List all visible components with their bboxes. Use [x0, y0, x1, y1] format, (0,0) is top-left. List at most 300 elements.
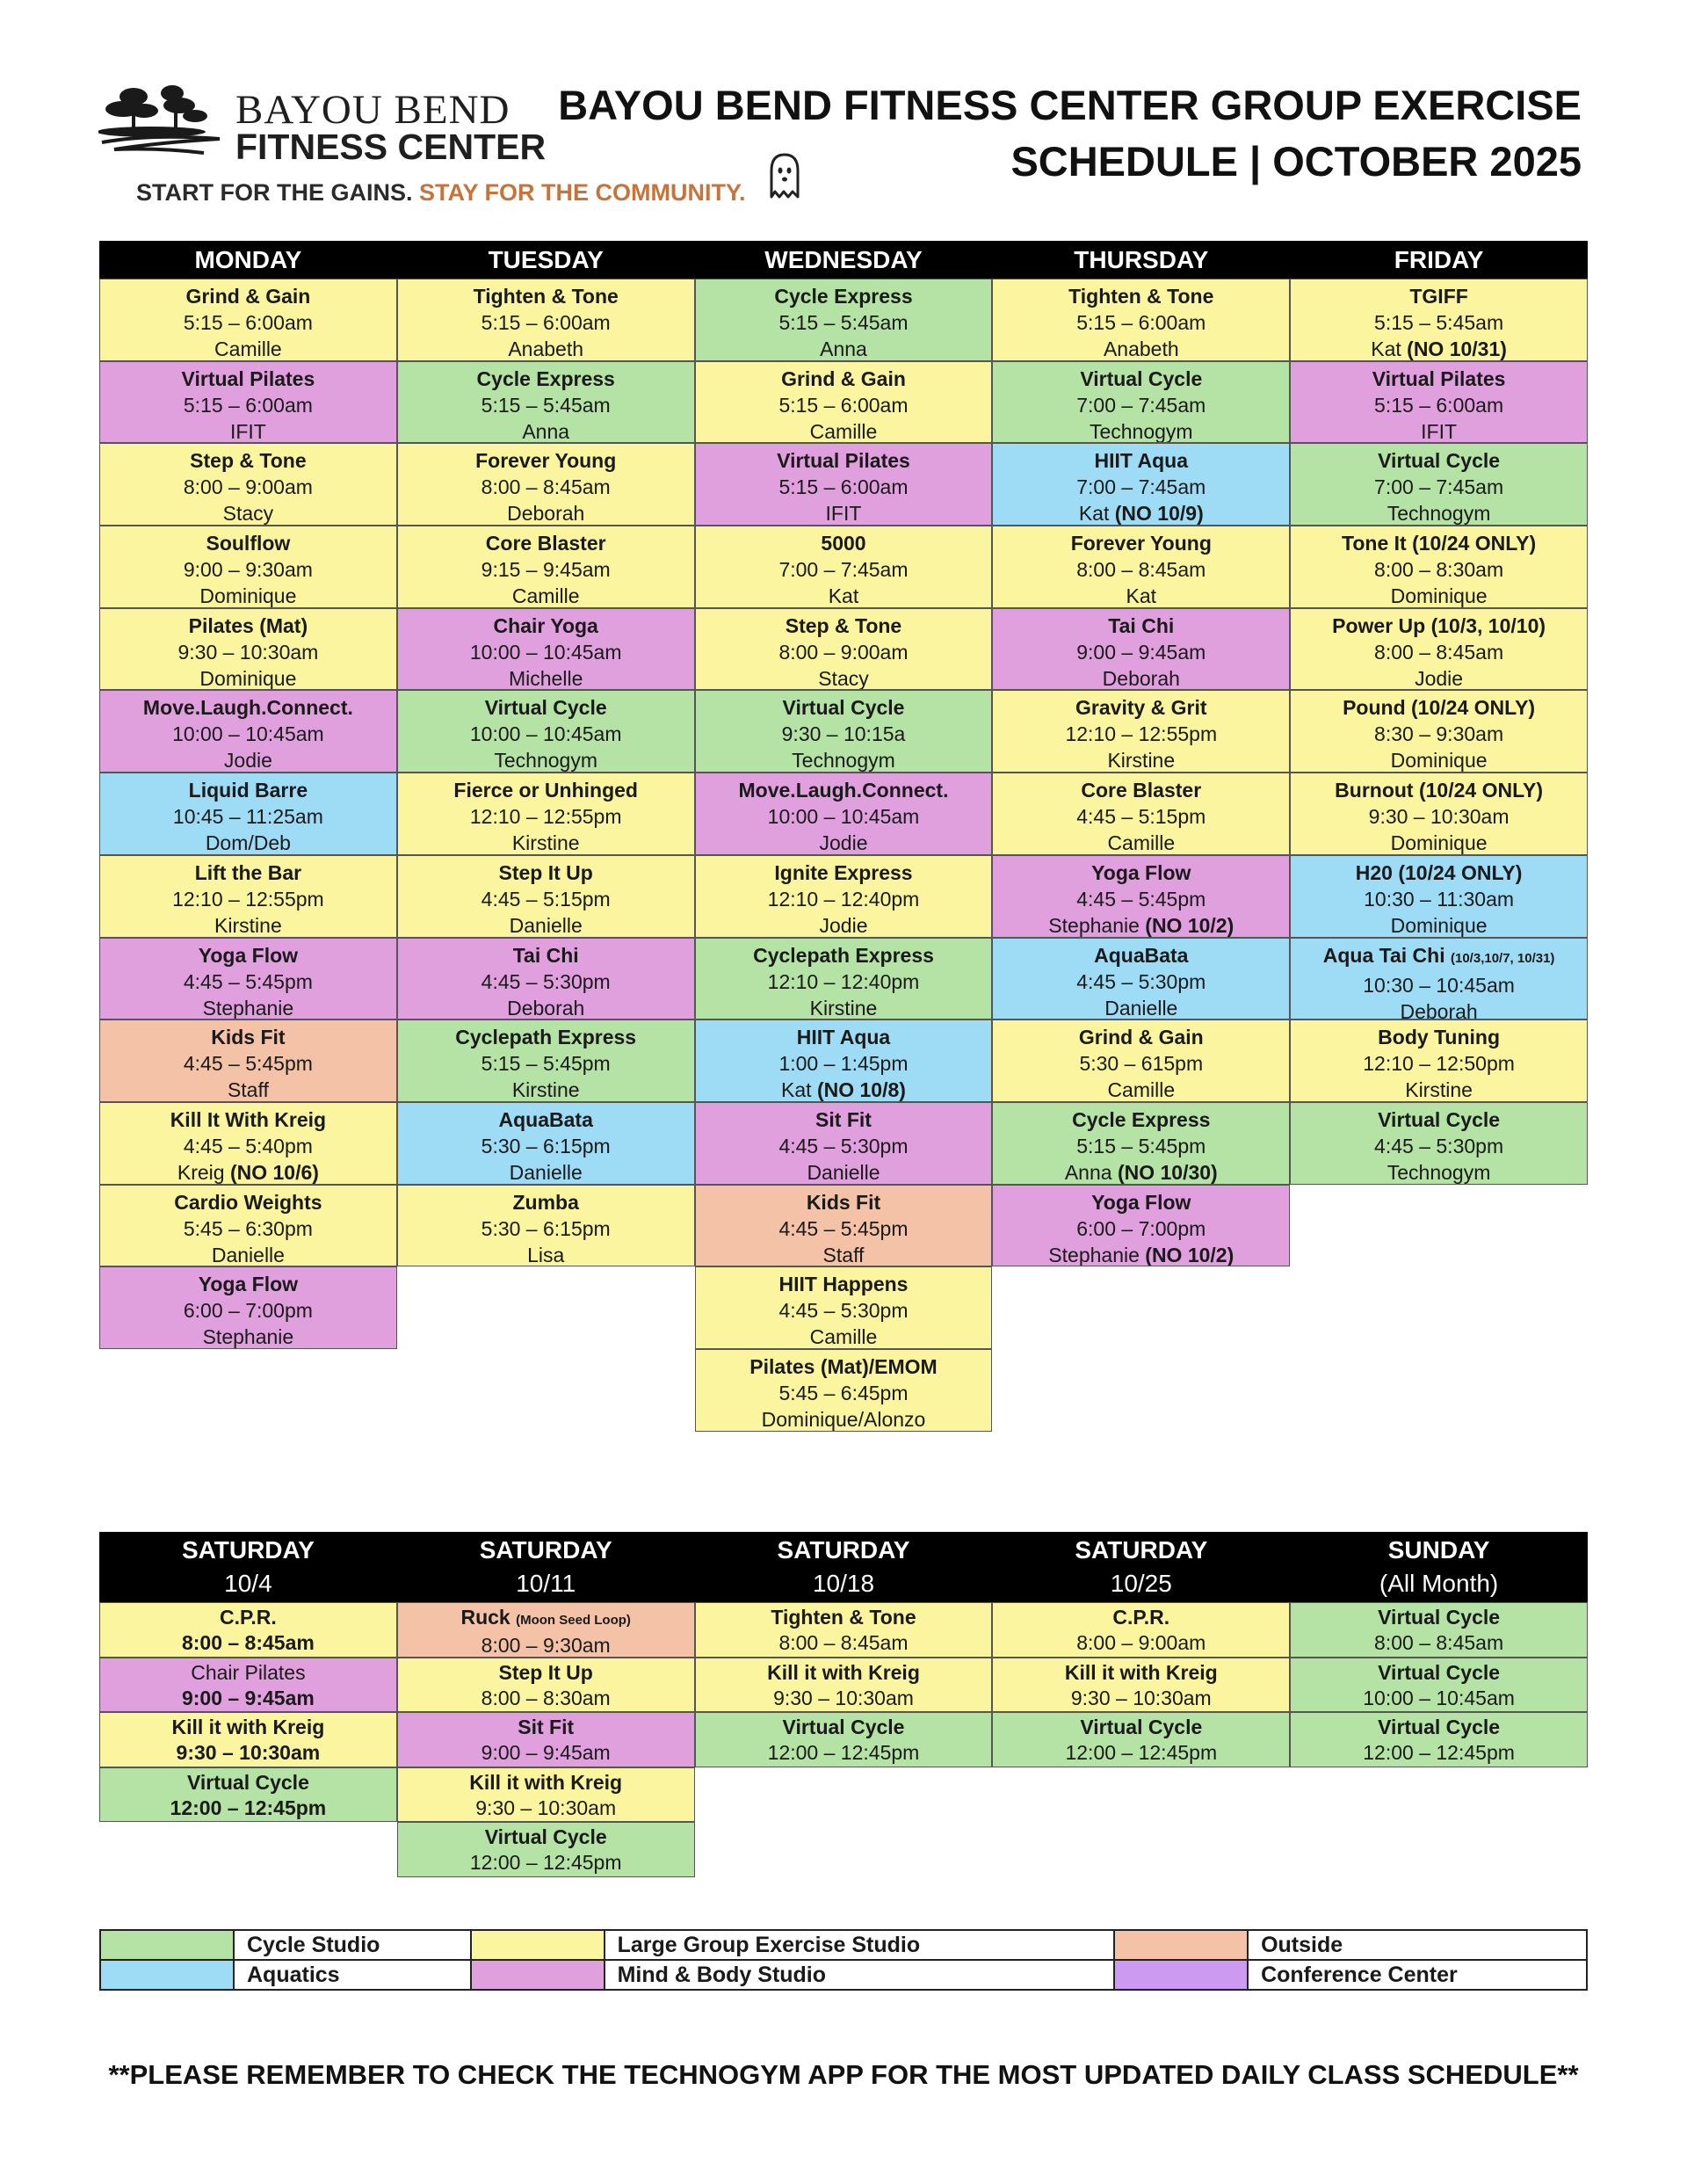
class-cell[interactable] — [99, 443, 397, 526]
class-name — [100, 366, 396, 392]
class-name-text: Yoga Flow — [1091, 1190, 1191, 1214]
class-time: 9:30 – 10:30am — [773, 1686, 914, 1709]
class-name-text: Pound (10/24 ONLY) — [1343, 696, 1536, 720]
class-time: 4:45 – 5:40pm — [183, 1134, 313, 1157]
class-time: 5:30 – 615pm — [1079, 1052, 1204, 1076]
class-cell[interactable] — [1290, 526, 1588, 608]
class-cell[interactable] — [695, 690, 993, 773]
class-time: 8:00 – 8:45am — [481, 475, 611, 499]
class-cell[interactable] — [1290, 361, 1588, 444]
class-cell[interactable] — [695, 608, 993, 691]
class-time: 7:00 – 7:45am — [1076, 393, 1206, 417]
class-instructor — [398, 418, 694, 444]
class-name — [100, 1107, 396, 1133]
class-instructor — [100, 1077, 396, 1102]
class-name — [1291, 1715, 1587, 1740]
instructor-name: Deborah — [1102, 666, 1180, 690]
class-instructor — [696, 830, 992, 855]
class-cell[interactable] — [695, 1019, 993, 1102]
class-cell[interactable] — [1290, 1712, 1588, 1767]
class-time: 9:30 – 10:30am — [1368, 805, 1510, 829]
legend-swatch-outside — [1114, 1930, 1248, 1960]
instructor-name: IFIT — [229, 419, 266, 443]
class-cell[interactable] — [1290, 1602, 1588, 1658]
class-name-text: Chair Yoga — [493, 613, 598, 637]
class-instructor — [100, 1242, 396, 1267]
class-name-text: Virtual Cycle — [1378, 1107, 1501, 1131]
class-time: 9:30 – 10:30am — [176, 1741, 321, 1764]
class-time: 10:00 – 10:45am — [767, 805, 920, 829]
class-dates: (10/3,10/7, 10/31) — [1451, 950, 1555, 966]
class-name-text: AquaBata — [1094, 943, 1189, 967]
class-name-text: Step & Tone — [785, 613, 902, 637]
class-cell[interactable] — [397, 1602, 695, 1658]
class-cell[interactable] — [695, 855, 993, 938]
class-cell[interactable] — [99, 279, 397, 361]
class-instructor — [696, 912, 992, 938]
class-name-text: Grind & Gain — [781, 366, 906, 390]
class-name-text: Virtual Pilates — [777, 449, 910, 473]
class-cell[interactable] — [99, 608, 397, 691]
class-cell[interactable] — [397, 855, 695, 938]
weekend-date: 10/4 — [224, 1570, 272, 1597]
class-cell[interactable] — [397, 1658, 695, 1713]
class-instructor — [398, 500, 694, 526]
instructor-name: Jodie — [819, 831, 868, 855]
day-header: FRIDAY — [1290, 241, 1588, 279]
class-name-text: Chair Pilates — [191, 1660, 306, 1684]
weekend-day: SATURDAY — [1075, 1536, 1208, 1564]
instructor-name: Anabeth — [508, 337, 584, 360]
class-name-text: Ruck — [460, 1606, 517, 1629]
class-cell[interactable] — [695, 1602, 993, 1658]
instructor-name: Kreig — [177, 1160, 230, 1184]
class-exception-note: (NO 10/30) — [1117, 1160, 1218, 1184]
class-cell[interactable] — [992, 279, 1290, 361]
class-cell[interactable] — [397, 443, 695, 526]
class-time: 8:00 – 8:30am — [1374, 558, 1504, 582]
class-name — [993, 1024, 1289, 1050]
instructor-name: IFIT — [1421, 419, 1458, 443]
class-name — [100, 1605, 396, 1630]
class-name-text: Pilates (Mat)/EMOM — [749, 1354, 938, 1378]
class-cell[interactable] — [695, 361, 993, 444]
class-time: 12:00 – 12:45pm — [767, 1741, 920, 1764]
class-name — [398, 530, 694, 556]
class-time: 9:30 – 10:30am — [177, 640, 319, 664]
class-name — [100, 1715, 396, 1740]
class-instructor — [993, 500, 1289, 526]
class-name — [100, 1024, 396, 1050]
class-time: 12:00 – 12:45pm — [170, 1796, 327, 1819]
instructor-name: Staff — [227, 1078, 269, 1102]
class-instructor — [100, 583, 396, 608]
instructor-name: Technogym — [494, 749, 597, 773]
class-name-text: Yoga Flow — [198, 943, 299, 967]
class-time: 10:00 – 10:45am — [469, 722, 622, 746]
class-time: 6:00 – 7:00pm — [183, 1299, 313, 1323]
instructor-name: IFIT — [825, 502, 862, 526]
class-instructor — [696, 747, 992, 773]
class-cell[interactable] — [992, 1658, 1290, 1713]
class-name — [100, 530, 396, 556]
instructor-name: Camille — [809, 1325, 878, 1349]
class-name-text: Tighten & Tone — [473, 285, 619, 308]
class-cell[interactable] — [397, 773, 695, 855]
class-time: 12:00 – 12:45pm — [469, 1851, 622, 1874]
legend-label: Outside — [1248, 1930, 1587, 1960]
class-name-text: Aqua Tai Chi — [1322, 943, 1451, 967]
class-time: 4:45 – 5:45pm — [183, 1052, 313, 1076]
class-name — [993, 777, 1289, 803]
class-time: 8:00 – 8:45am — [778, 1631, 909, 1654]
class-time: 9:00 – 9:45am — [181, 1686, 315, 1709]
class-time: 5:15 – 5:45am — [481, 393, 611, 417]
instructor-name: Michelle — [509, 666, 583, 690]
class-name — [993, 447, 1289, 474]
weekday-schedule — [99, 241, 1588, 1432]
class-instructor — [100, 1324, 396, 1349]
class-cell[interactable] — [1290, 279, 1588, 361]
instructor-name: Anna — [820, 337, 867, 360]
class-name — [696, 366, 992, 392]
instructor-name: Lisa — [527, 1243, 565, 1266]
class-cell[interactable] — [992, 361, 1290, 444]
class-cell[interactable] — [695, 526, 993, 608]
class-instructor — [993, 665, 1289, 691]
class-time: 10:30 – 10:45am — [1363, 973, 1515, 997]
class-name — [100, 694, 396, 721]
class-cell[interactable] — [992, 443, 1290, 526]
class-name — [1291, 530, 1587, 556]
class-cell[interactable] — [397, 1185, 695, 1267]
class-instructor — [100, 336, 396, 361]
class-cell[interactable] — [1290, 690, 1588, 773]
class-cell[interactable] — [99, 1019, 397, 1102]
day-column-monday — [99, 241, 397, 1432]
class-cell[interactable] — [397, 938, 695, 1020]
class-name — [993, 694, 1289, 721]
class-cell[interactable] — [397, 1822, 695, 1877]
instructor-name: Camille — [511, 584, 580, 608]
class-instructor — [398, 1159, 694, 1185]
instructor-name: Stephanie — [202, 1325, 294, 1349]
instructor-name: Deborah — [507, 996, 585, 1019]
class-cell[interactable] — [397, 279, 695, 361]
class-time: 12:10 – 12:55pm — [469, 805, 622, 829]
instructor-name: Kat — [1078, 502, 1115, 526]
class-time: 5:15 – 5:45pm — [481, 1052, 611, 1076]
class-cell[interactable] — [397, 1767, 695, 1823]
class-cell[interactable] — [695, 938, 993, 1020]
class-name — [1291, 1660, 1587, 1686]
class-cell[interactable] — [695, 1266, 993, 1349]
class-cell[interactable] — [397, 361, 695, 444]
class-cell[interactable] — [397, 1102, 695, 1185]
class-name — [1291, 777, 1587, 803]
class-cell[interactable] — [992, 855, 1290, 938]
class-name-text: Tighten & Tone — [771, 1606, 916, 1629]
class-name — [398, 860, 694, 886]
class-cell[interactable] — [992, 690, 1290, 773]
class-time: 10:30 – 11:30am — [1364, 887, 1515, 911]
class-name-text: AquaBata — [498, 1107, 593, 1131]
weekend-header — [397, 1532, 695, 1602]
class-cell[interactable] — [992, 608, 1290, 691]
class-cell[interactable] — [695, 1185, 993, 1267]
class-time: 5:15 – 6:00am — [183, 311, 313, 334]
class-cell[interactable] — [695, 1349, 993, 1432]
class-name — [696, 283, 992, 309]
class-cell[interactable] — [1290, 938, 1588, 1020]
class-time: 5:15 – 5:45am — [1374, 311, 1504, 334]
instructor-name: Kirstine — [511, 831, 580, 855]
class-instructor — [1291, 830, 1587, 855]
class-cell[interactable] — [992, 1102, 1290, 1185]
footer-notice: **PLEASE REMEMBER TO CHECK THE TECHNOGYM APP FOR THE MOST UPDATED DAILY CLASS SCHEDULE** — [108, 2059, 1579, 2090]
class-name — [993, 1715, 1289, 1740]
class-instructor — [993, 1242, 1289, 1267]
class-time: 7:00 – 7:45am — [1374, 475, 1504, 499]
class-cell[interactable] — [1290, 855, 1588, 938]
class-name-text: Soulflow — [206, 532, 291, 555]
class-name-text: Step It Up — [498, 1660, 593, 1684]
instructor-name: Stephanie — [1048, 1243, 1146, 1266]
class-cell[interactable] — [99, 1102, 397, 1185]
weekend-day: SATURDAY — [777, 1536, 910, 1564]
instructor-name: Anna — [1064, 1160, 1118, 1184]
class-name-text: Kids Fit — [806, 1190, 881, 1214]
instructor-name: Technogym — [1387, 1160, 1491, 1184]
class-name-text: Step & Tone — [190, 449, 307, 473]
class-cell[interactable] — [397, 526, 695, 608]
class-name-text: Virtual Cycle — [1378, 1606, 1501, 1629]
tagline-part-1: START FOR THE GAINS. — [136, 179, 419, 206]
class-time: 8:00 – 9:00am — [183, 475, 313, 499]
class-cell[interactable] — [99, 526, 397, 608]
class-instructor — [1291, 583, 1587, 608]
class-instructor — [993, 583, 1289, 608]
class-time: 5:30 – 6:15pm — [481, 1216, 611, 1240]
class-instructor — [100, 995, 396, 1020]
class-name-text: Step It Up — [498, 860, 593, 884]
class-name — [398, 1770, 694, 1796]
class-instructor — [696, 1159, 992, 1185]
class-cell[interactable] — [99, 1185, 397, 1267]
class-name — [398, 694, 694, 721]
class-name-text: Forever Young — [1070, 532, 1212, 555]
class-cell[interactable] — [99, 773, 397, 855]
class-name-text: Sit Fit — [815, 1107, 872, 1131]
class-cell[interactable] — [397, 608, 695, 691]
class-cell[interactable] — [992, 773, 1290, 855]
class-time: 12:10 – 12:55pm — [1065, 722, 1218, 746]
class-cell[interactable] — [397, 1019, 695, 1102]
class-name — [993, 1660, 1289, 1686]
class-instructor — [696, 665, 992, 691]
class-instructor — [696, 336, 992, 361]
class-name — [1291, 942, 1587, 972]
weekend-header — [695, 1532, 993, 1602]
class-time: 5:15 – 6:00am — [1374, 393, 1504, 417]
class-name — [398, 1825, 694, 1850]
class-name-text: Forever Young — [475, 449, 617, 473]
class-name-text: Cycle Express — [1072, 1107, 1211, 1131]
class-name — [1291, 283, 1587, 309]
class-time: 4:45 – 5:45pm — [778, 1216, 909, 1240]
weekend-column — [1290, 1532, 1588, 1877]
class-instructor — [398, 1077, 694, 1102]
class-name — [696, 1605, 992, 1630]
class-name-text: HIIT Happens — [778, 1273, 909, 1296]
class-time: 1:00 – 1:45pm — [778, 1052, 909, 1076]
class-instructor — [696, 1077, 992, 1102]
class-time: 8:00 – 8:30am — [481, 1686, 611, 1709]
class-cell[interactable] — [695, 773, 993, 855]
class-cell[interactable] — [99, 690, 397, 773]
class-cell[interactable] — [99, 1266, 397, 1349]
class-name — [398, 283, 694, 309]
class-exception-note: (NO 10/6) — [229, 1160, 319, 1184]
class-time: 4:45 – 5:15pm — [481, 887, 611, 911]
class-cell[interactable] — [695, 1712, 993, 1767]
class-cell[interactable] — [992, 1712, 1290, 1767]
title-line-1: BAYOU BEND FITNESS CENTER GROUP EXERCISE — [558, 82, 1582, 128]
class-instructor — [696, 995, 992, 1020]
weekend-date: (All Month) — [1379, 1570, 1499, 1597]
instructor-name: Technogym — [792, 749, 895, 773]
class-instructor — [1291, 747, 1587, 773]
class-time: 5:30 – 6:15pm — [481, 1134, 611, 1157]
class-instructor — [100, 747, 396, 773]
class-cell[interactable] — [99, 1658, 397, 1713]
class-time: 10:00 – 10:45am — [1363, 1686, 1515, 1709]
class-location: (Moon Seed Loop) — [516, 1613, 631, 1628]
class-cell[interactable] — [99, 855, 397, 938]
class-name — [993, 860, 1289, 886]
class-name-text: Kill it with Kreig — [469, 1770, 623, 1794]
instructor-name: Deborah — [507, 502, 585, 526]
class-cell[interactable] — [1290, 1019, 1588, 1102]
class-name-text: C.P.R. — [220, 1606, 277, 1629]
class-cell[interactable] — [695, 443, 993, 526]
class-cell[interactable] — [695, 1102, 993, 1185]
class-time: 8:30 – 9:30am — [1374, 722, 1504, 746]
class-time: 10:00 – 10:45am — [469, 640, 622, 664]
weekend-day: SATURDAY — [181, 1536, 315, 1564]
class-name-text: Virtual Cycle — [484, 1825, 607, 1848]
class-instructor — [993, 336, 1289, 361]
class-cell[interactable] — [99, 938, 397, 1020]
class-exception-note: (NO 10/8) — [816, 1078, 906, 1102]
class-cell[interactable] — [99, 1712, 397, 1767]
class-name-text: Burnout (10/24 ONLY) — [1335, 779, 1544, 802]
class-name-text: Lift the Bar — [194, 860, 302, 884]
legend-label: Conference Center — [1248, 1960, 1587, 1990]
class-time: 4:45 – 5:45pm — [183, 969, 313, 993]
class-cell[interactable] — [1290, 608, 1588, 691]
class-time: 5:15 – 6:00am — [778, 393, 909, 417]
class-name — [398, 1715, 694, 1740]
class-cell[interactable] — [695, 279, 993, 361]
class-time: 5:15 – 5:45am — [778, 311, 909, 334]
instructor-name: Danielle — [211, 1243, 285, 1266]
class-instructor — [398, 665, 694, 691]
weekend-day: SUNDAY — [1387, 1536, 1490, 1564]
class-name — [696, 447, 992, 474]
class-time: 12:10 – 12:50pm — [1363, 1052, 1515, 1076]
class-cell[interactable] — [397, 1712, 695, 1767]
class-time: 12:10 – 12:40pm — [767, 969, 920, 993]
class-cell[interactable] — [695, 1658, 993, 1713]
instructor-name: Kat — [1371, 337, 1408, 360]
instructor-name: Camille — [809, 419, 878, 443]
class-cell[interactable] — [992, 1602, 1290, 1658]
class-cell[interactable] — [1290, 1658, 1588, 1713]
class-cell[interactable] — [992, 1019, 1290, 1102]
class-cell[interactable] — [99, 1602, 397, 1658]
class-name — [1291, 1024, 1587, 1050]
class-cell[interactable] — [992, 526, 1290, 608]
class-cell[interactable] — [99, 1767, 397, 1823]
class-name — [398, 1660, 694, 1686]
class-cell[interactable] — [992, 938, 1290, 1020]
class-instructor — [398, 336, 694, 361]
class-name — [100, 283, 396, 309]
class-instructor — [398, 583, 694, 608]
class-name — [398, 613, 694, 639]
class-name — [100, 942, 396, 969]
class-name — [696, 530, 992, 556]
class-name — [398, 1605, 694, 1633]
class-name — [398, 1024, 694, 1050]
instructor-name: Kat — [781, 1078, 817, 1102]
class-name — [696, 860, 992, 886]
class-cell[interactable] — [1290, 1102, 1588, 1185]
instructor-name: Danielle — [509, 1160, 583, 1184]
class-time: 9:30 – 10:30am — [1070, 1686, 1212, 1709]
color-legend — [99, 1929, 1588, 1991]
class-name — [100, 447, 396, 474]
class-cell[interactable] — [99, 361, 397, 444]
class-cell[interactable] — [1290, 443, 1588, 526]
day-column-friday — [1290, 241, 1588, 1432]
instructor-name: Kirstine — [1107, 749, 1176, 773]
legend-swatch-mind-body — [471, 1960, 605, 1990]
class-cell[interactable] — [992, 1185, 1290, 1267]
class-name — [696, 1271, 992, 1297]
class-name-text: Virtual Cycle — [1080, 366, 1203, 390]
class-cell[interactable] — [1290, 773, 1588, 855]
class-time: 9:15 – 9:45am — [481, 558, 611, 582]
instructor-name: Staff — [822, 1243, 865, 1266]
class-name — [100, 1271, 396, 1297]
class-instructor — [696, 1406, 992, 1432]
instructor-name: Technogym — [1089, 419, 1193, 443]
class-cell[interactable] — [397, 690, 695, 773]
class-name-text: C.P.R. — [1112, 1606, 1170, 1629]
class-exception-note: (NO 10/2) — [1145, 1243, 1234, 1266]
weekend-date: 10/11 — [516, 1570, 576, 1597]
class-time: 8:00 – 9:00am — [778, 640, 909, 664]
instructor-name: Jodie — [819, 913, 868, 937]
class-time: 5:45 – 6:45pm — [778, 1381, 909, 1404]
class-name-text: Virtual Cycle — [484, 696, 607, 720]
instructor-name: Dominique — [1390, 831, 1488, 855]
class-name — [398, 777, 694, 803]
instructor-name: Stacy — [222, 502, 274, 526]
class-name-text: Virtual Cycle — [1378, 1716, 1501, 1738]
